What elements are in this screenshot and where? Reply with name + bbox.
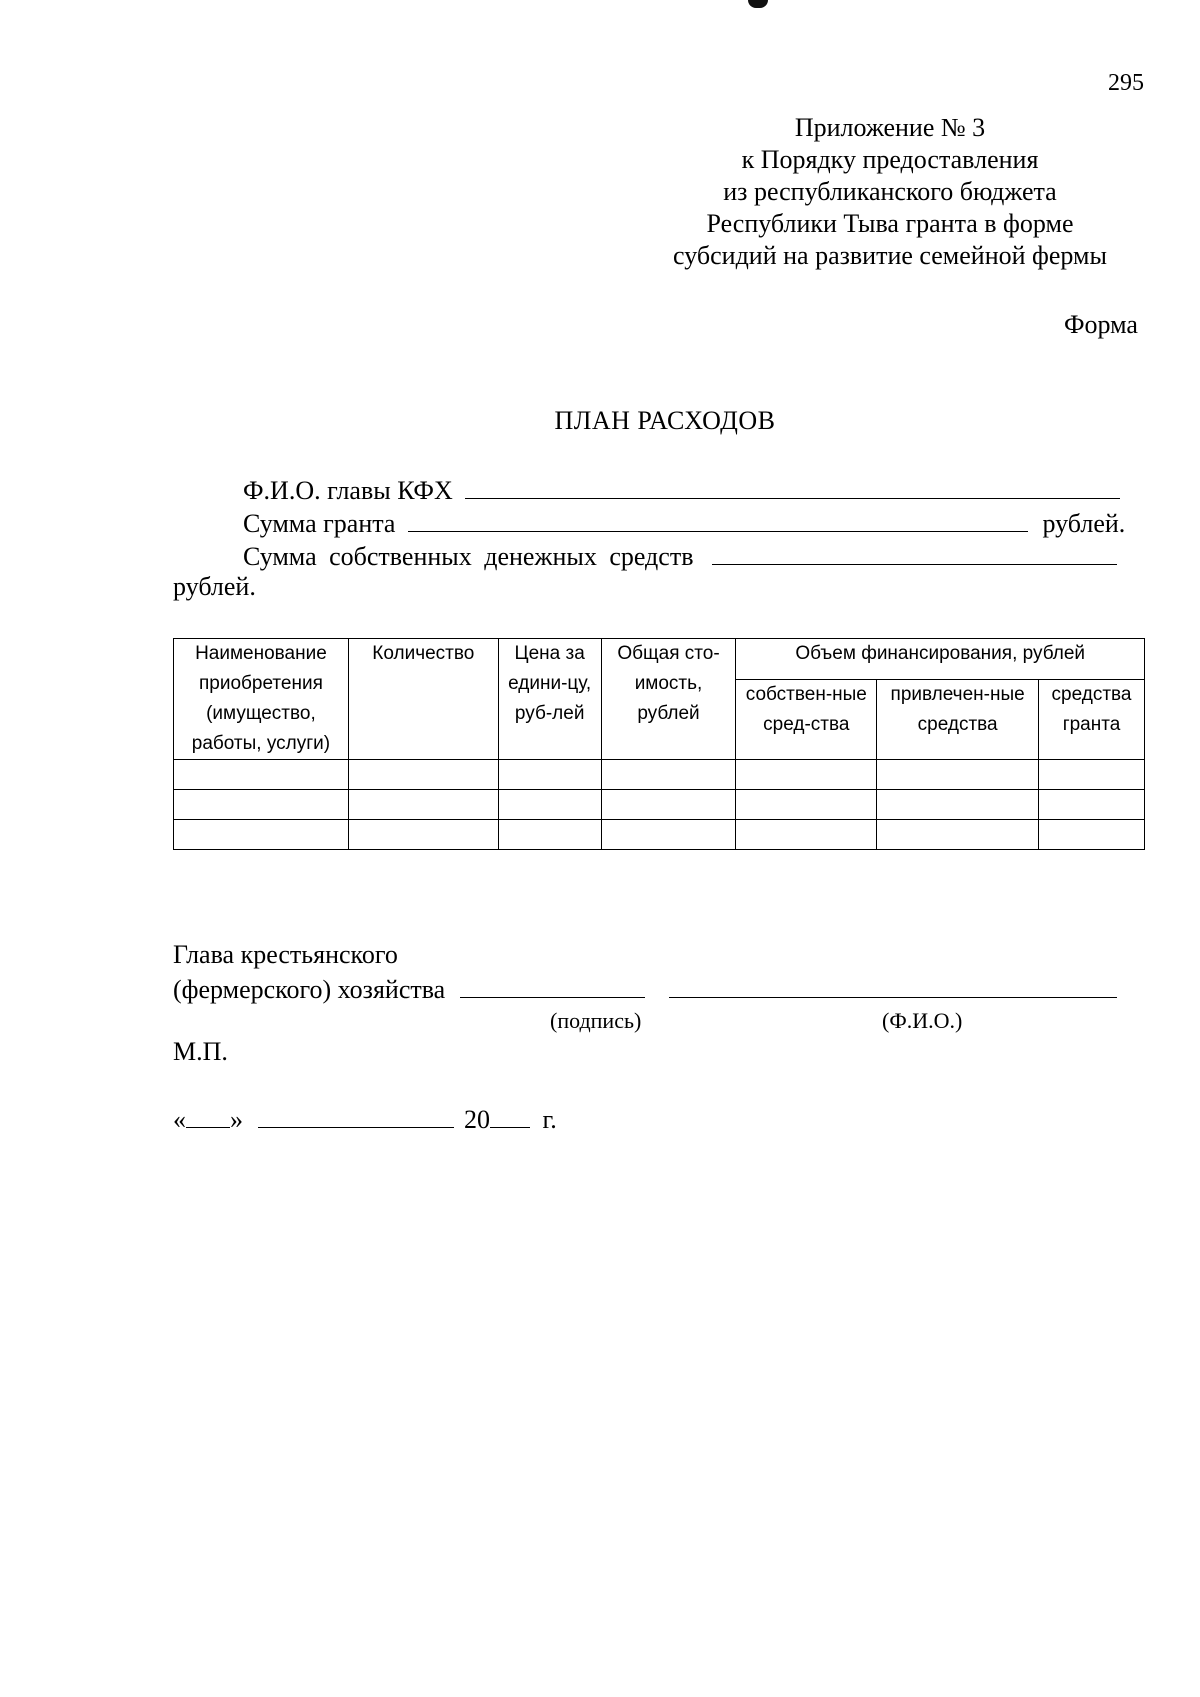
signature-row — [173, 973, 1117, 1005]
date-year-prefix: 20 — [464, 1105, 490, 1134]
own-funds-row — [243, 540, 1117, 572]
grant-sum-blank[interactable] — [408, 507, 1028, 532]
expense-plan-table — [173, 638, 1145, 850]
table-header-row — [174, 639, 1145, 680]
full-name-caption: (Ф.И.О.) — [882, 1008, 963, 1033]
date-row — [173, 1103, 557, 1135]
table-cell[interactable] — [601, 790, 736, 820]
appendix-line-2: к Порядку предоставления — [741, 145, 1039, 174]
grant-sum-unit: рублей. — [1042, 509, 1126, 538]
document-title: ПЛАН РАСХОДОВ — [554, 406, 776, 435]
date-close-quote: » — [230, 1105, 243, 1134]
signature-caption: (подпись) — [550, 1008, 642, 1033]
table-cell[interactable] — [174, 820, 349, 850]
appendix-header — [650, 112, 1130, 272]
appendix-line-3: из республиканского бюджета — [723, 177, 1057, 206]
appendix-line-4: Республики Тыва гранта в форме — [706, 209, 1074, 238]
table-cell[interactable] — [498, 760, 601, 790]
table-cell[interactable] — [1039, 790, 1145, 820]
grant-sum-label: Сумма гранта — [243, 509, 396, 538]
head-name-label: Ф.И.О. главы КФХ — [243, 476, 453, 505]
grant-sum-row — [243, 507, 1125, 539]
table-cell[interactable] — [601, 760, 736, 790]
table-cell[interactable] — [736, 790, 877, 820]
form-label: Форма — [1064, 310, 1138, 339]
table-cell[interactable] — [877, 820, 1039, 850]
own-funds-label: Сумма собственных денежных средств — [243, 542, 694, 571]
appendix-line-5: субсидий на развитие семейной фермы — [673, 241, 1107, 270]
table-row — [174, 760, 1145, 790]
table-cell[interactable] — [498, 790, 601, 820]
subheader-grant-funds: средства гранта — [1039, 679, 1145, 759]
date-year-suffix: г. — [542, 1105, 557, 1134]
own-funds-blank[interactable] — [712, 540, 1117, 565]
date-day-blank[interactable] — [186, 1103, 230, 1128]
head-name-blank[interactable] — [465, 474, 1120, 499]
signature-blank[interactable] — [460, 973, 645, 998]
stamp-label: М.П. — [173, 1037, 228, 1066]
table-cell[interactable] — [877, 760, 1039, 790]
table-cell[interactable] — [877, 790, 1039, 820]
table-cell[interactable] — [736, 760, 877, 790]
table-cell[interactable] — [348, 820, 498, 850]
table-cell[interactable] — [174, 790, 349, 820]
table-row — [174, 790, 1145, 820]
date-year-blank[interactable] — [490, 1103, 530, 1128]
own-funds-unit: рублей. — [173, 572, 256, 601]
table-cell[interactable] — [174, 760, 349, 790]
subheader-borrowed-funds: привлечен-ные средства — [877, 679, 1039, 759]
date-open-quote: « — [173, 1105, 186, 1134]
header-item-name: Наименование приобретения (имущество, работы, услуги) — [174, 639, 349, 760]
table-cell[interactable] — [601, 820, 736, 850]
signature-title-line-1: Глава крестьянского — [173, 940, 398, 969]
head-full-name-blank[interactable] — [669, 973, 1117, 998]
table-row — [174, 820, 1145, 850]
header-quantity: Количество — [348, 639, 498, 760]
table-cell[interactable] — [736, 820, 877, 850]
header-unit-price: Цена за едини-цу, руб-лей — [498, 639, 601, 760]
table-cell[interactable] — [348, 760, 498, 790]
table-cell[interactable] — [498, 820, 601, 850]
signature-title-line-2: (фермерского) хозяйства — [173, 975, 446, 1004]
header-total-cost: Общая сто-имость, рублей — [601, 639, 736, 760]
table-cell[interactable] — [1039, 820, 1145, 850]
appendix-line-1: Приложение № 3 — [794, 113, 986, 142]
head-name-row — [243, 474, 1120, 506]
date-month-blank[interactable] — [258, 1103, 454, 1128]
table-cell[interactable] — [348, 790, 498, 820]
header-financing: Объем финансирования, рублей — [736, 639, 1145, 680]
subheader-own-funds: собствен-ные сред-ства — [736, 679, 877, 759]
top-scan-mark — [748, 0, 768, 8]
table-cell[interactable] — [1039, 760, 1145, 790]
page-number: 295 — [1108, 70, 1144, 96]
